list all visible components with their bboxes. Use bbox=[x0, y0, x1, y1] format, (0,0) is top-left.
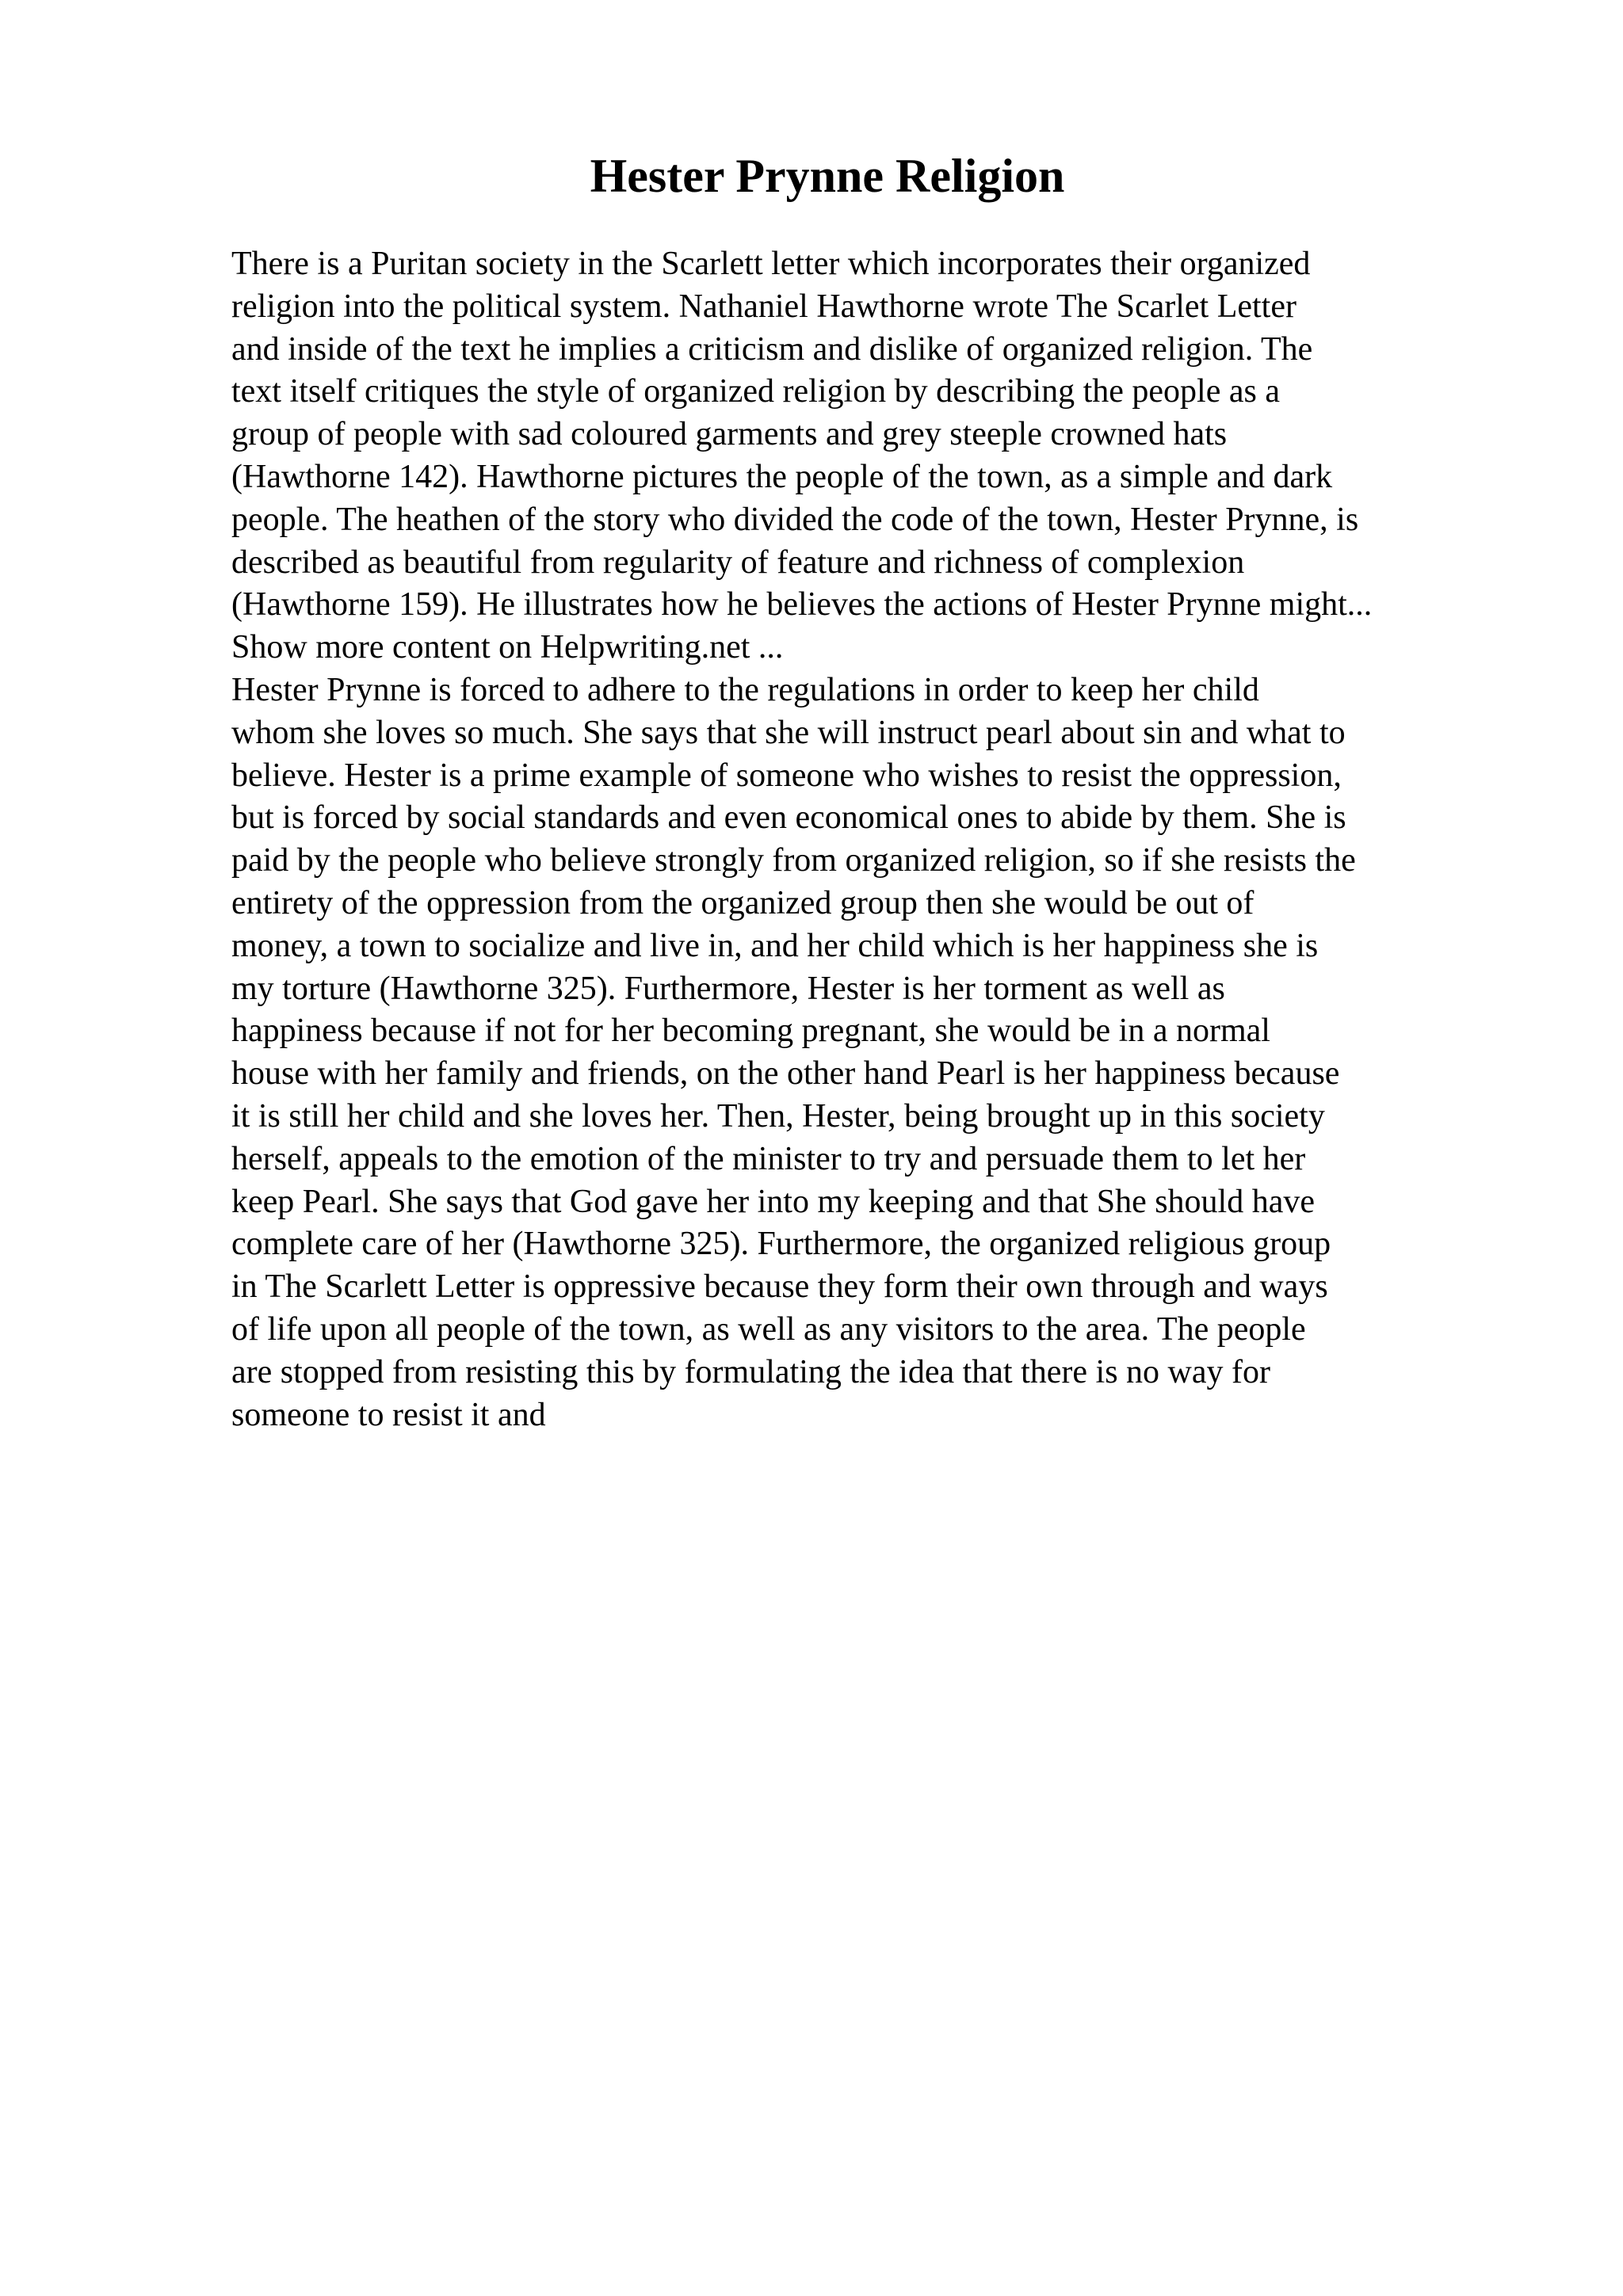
body-line: described as beautiful from regularity of feature and richness of complexion bbox=[231, 543, 1245, 581]
body-line: house with her family and friends, on the other hand Pearl is her happiness because bbox=[231, 1055, 1340, 1093]
body-line: believe. Hester is a prime example of someone who wishes to resist the oppression, bbox=[231, 757, 1342, 794]
body-line: keep Pearl. She says that God gave her into my keeping and that She should have bbox=[231, 1183, 1316, 1220]
body-line: group of people with sad coloured garments and grey steeple crowned hats bbox=[231, 416, 1228, 453]
body-line: (Hawthorne 142). Hawthorne pictures the people of the town, as a simple and dark bbox=[231, 458, 1333, 495]
body-line: Hester Prynne is forced to adhere to the regulations in order to keep her child bbox=[231, 671, 1259, 708]
body-line: There is a Puritan society in the Scarlett letter which incorporates their organized bbox=[231, 246, 1311, 282]
body-line: my torture (Hawthorne 325). Furthermore, Hester is her torment as well as bbox=[231, 970, 1225, 1007]
document-title: Hester Prynne Religion bbox=[590, 150, 1065, 202]
body-line: whom she loves so much. She says that she will instruct pearl about sin and what to bbox=[231, 714, 1346, 751]
show-more-link[interactable]: Show more content on Helpwriting.net ... bbox=[231, 629, 784, 666]
body-line: but is forced by social standards and even economical ones to abide by them. She is bbox=[231, 799, 1346, 837]
body-line: text itself critiques the style of organized religion by describing the people as a bbox=[231, 373, 1280, 410]
body-line: money, a town to socialize and live in, and her child which is her happiness she is bbox=[231, 927, 1319, 964]
body-line: people. The heathen of the story who divided the code of the town, Hester Prynne, is bbox=[231, 501, 1359, 538]
body-line: complete care of her (Hawthorne 325). Furthermore, the organized religious group bbox=[231, 1226, 1331, 1263]
body-line: are stopped from resisting this by formulating the idea that there is no way for bbox=[231, 1353, 1271, 1390]
body-line: of life upon all people of the town, as well as any visitors to the area. The people bbox=[231, 1310, 1306, 1348]
body-line: entirety of the oppression from the organized group then she would be out of bbox=[231, 884, 1254, 921]
body-line: in The Scarlett Letter is oppressive because they form their own through and ways bbox=[231, 1268, 1328, 1306]
body-line: someone to resist it and bbox=[231, 1396, 546, 1433]
body-line: and inside of the text he implies a criticism and dislike of organized religion. The bbox=[231, 330, 1313, 368]
body-line: religion into the political system. Nathaniel Hawthorne wrote The Scarlet Letter bbox=[231, 288, 1296, 325]
body-line: paid by the people who believe strongly from organized religion, so if she resists the bbox=[231, 842, 1356, 879]
body-line: herself, appeals to the emotion of the minister to try and persuade them to let her bbox=[231, 1140, 1306, 1177]
document-body bbox=[231, 243, 1610, 1436]
body-line: happiness because if not for her becoming pregnant, she would be in a normal bbox=[231, 1013, 1270, 1050]
body-line: it is still her child and she loves her. Then, Hester, being brought up in this society bbox=[231, 1097, 1325, 1135]
body-line: (Hawthorne 159). He illustrates how he believes the actions of Hester Prynne might... bbox=[231, 586, 1373, 624]
